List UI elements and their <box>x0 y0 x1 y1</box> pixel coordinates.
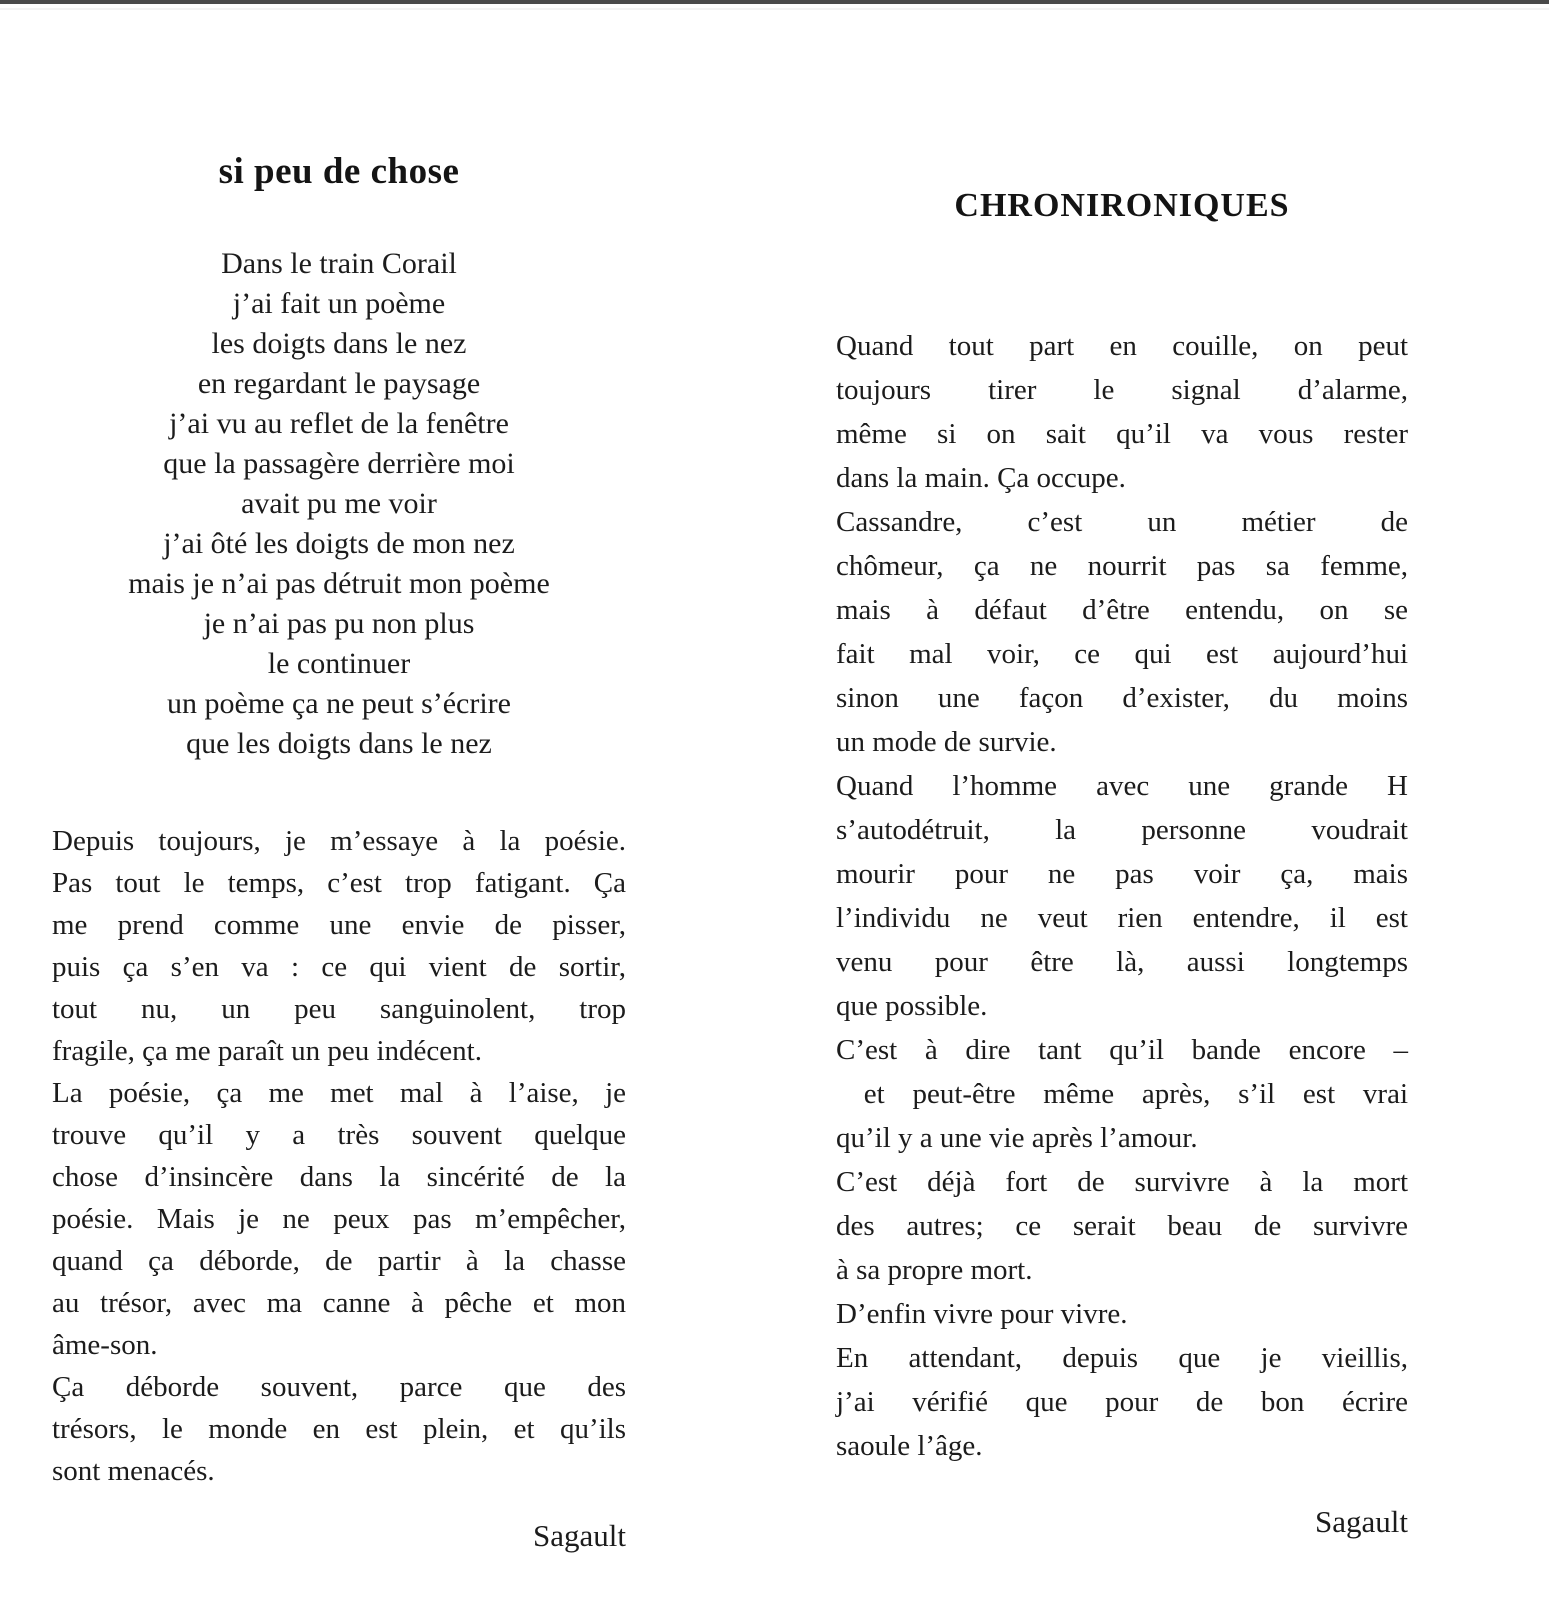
text-line: Depuis toujours, je m’essaye à la poésie. <box>52 825 626 857</box>
text-line: Quand tout part en couille, on peut <box>836 330 1408 362</box>
text-line: D’enfin vivre pour vivre. <box>836 1298 1128 1330</box>
text-line: j’ai vérifié que pour de bon écrire <box>836 1386 1408 1418</box>
text-line: puis ça s’en va : ce qui vient de sortir, <box>52 951 626 983</box>
paragraph <box>52 1366 626 1492</box>
text-line: trouve qu’il y a très souvent quelque <box>52 1119 626 1151</box>
text-line: Cassandre, c’est un métier de <box>836 506 1408 538</box>
text-line: poésie. Mais je ne peux pas m’empêcher, <box>52 1203 626 1235</box>
text-line: C’est à dire tant qu’il bande encore – <box>836 1034 1408 1066</box>
text-line: trésors, le monde en est plein, et qu’ils <box>52 1413 626 1445</box>
poem-stanza <box>52 244 626 764</box>
left-page-column <box>52 150 626 1556</box>
author-signature: Sagault <box>1315 1504 1408 1539</box>
text-line: La poésie, ça me met mal à l’aise, je <box>52 1077 626 1109</box>
text-line: Pas tout le temps, c’est trop fatigant. Ça <box>52 867 626 899</box>
text-line: tout nu, un peu sanguinolent, trop <box>52 993 626 1025</box>
text-line: qu’il y a une vie après l’amour. <box>836 1122 1198 1154</box>
poem-line: les doigts dans le nez <box>211 327 467 360</box>
text-line: sont menacés. <box>52 1455 215 1487</box>
poem-line: le continuer <box>267 647 411 680</box>
poem-line: j’ai vu au reflet de la fenêtre <box>169 407 509 440</box>
text-line: quand ça déborde, de partir à la chasse <box>52 1245 626 1277</box>
text-line: sinon une façon d’exister, du moins <box>836 682 1408 714</box>
text-line: mais à défaut d’être entendu, on se <box>836 594 1408 626</box>
paragraph <box>836 1160 1408 1292</box>
right-prose-block <box>836 324 1408 1468</box>
paragraph <box>836 324 1408 500</box>
paragraph <box>52 820 626 1072</box>
poem-line: j’ai fait un poème <box>232 287 446 320</box>
text-line: saoule l’âge. <box>836 1430 983 1462</box>
poem-line: que la passagère derrière moi <box>163 447 515 480</box>
text-line: chose d’insincère dans la sincérité de la <box>52 1161 626 1193</box>
scan-edge-bar <box>0 0 1549 4</box>
text-line: des autres; ce serait beau de survivre <box>836 1210 1408 1242</box>
poem-line: que les doigts dans le nez <box>186 727 492 760</box>
text-line: C’est déjà fort de survivre à la mort <box>836 1166 1408 1198</box>
text-line: fait mal voir, ce qui est aujourd’hui <box>836 638 1408 670</box>
poem-line: je n’ai pas pu non plus <box>203 607 475 640</box>
paragraph <box>836 1292 1408 1336</box>
paragraph <box>52 1072 626 1366</box>
poem-line: avait pu me voir <box>241 487 437 520</box>
paragraph <box>836 764 1408 1028</box>
right-page-column <box>836 185 1408 1542</box>
text-line: dans la main. Ça occupe. <box>836 462 1126 494</box>
text-line: Ça déborde souvent, parce que des <box>52 1371 626 1403</box>
text-line: à sa propre mort. <box>836 1254 1033 1286</box>
text-line: toujours tirer le signal d’alarme, <box>836 374 1408 406</box>
text-line: que possible. <box>836 990 988 1022</box>
poem-line: en regardant le paysage <box>197 367 481 400</box>
text-line: chômeur, ça ne nourrit pas sa femme, <box>836 550 1408 582</box>
poem-line: j’ai ôté les doigts de mon nez <box>163 527 515 560</box>
author-signature: Sagault <box>533 1518 626 1553</box>
paragraph <box>836 500 1408 764</box>
scan-artifact-line <box>0 8 1549 10</box>
text-line: l’individu ne veut rien entendre, il est <box>836 902 1408 934</box>
text-line: et peut-être même après, s’il est vrai <box>836 1078 1408 1110</box>
left-prose-block <box>52 820 626 1492</box>
text-line: venu pour être là, aussi longtemps <box>836 946 1408 978</box>
text-line: fragile, ça me paraît un peu indécent. <box>52 1035 482 1067</box>
poem-title: si peu de chose <box>218 151 460 192</box>
poem-line: un poème ça ne peut s’écrire <box>167 687 511 720</box>
text-line: âme-son. <box>52 1329 158 1361</box>
text-line: s’autodétruit, la personne voudrait <box>836 814 1408 846</box>
paragraph <box>836 1336 1408 1468</box>
section-title: CHRONIRONIQUES <box>954 187 1290 224</box>
poem-line: mais je n’ai pas détruit mon poème <box>128 567 550 600</box>
text-line: au trésor, avec ma canne à pêche et mon <box>52 1287 626 1319</box>
text-line: même si on sait qu’il va vous rester <box>836 418 1408 450</box>
paragraph <box>836 1028 1408 1160</box>
text-line: mourir pour ne pas voir ça, mais <box>836 858 1408 890</box>
poem-line: Dans le train Corail <box>221 247 457 280</box>
text-line: Quand l’homme avec une grande H <box>836 770 1408 802</box>
text-line: me prend comme une envie de pisser, <box>52 909 626 941</box>
text-line: un mode de survie. <box>836 726 1057 758</box>
text-line: En attendant, depuis que je vieillis, <box>836 1342 1408 1374</box>
